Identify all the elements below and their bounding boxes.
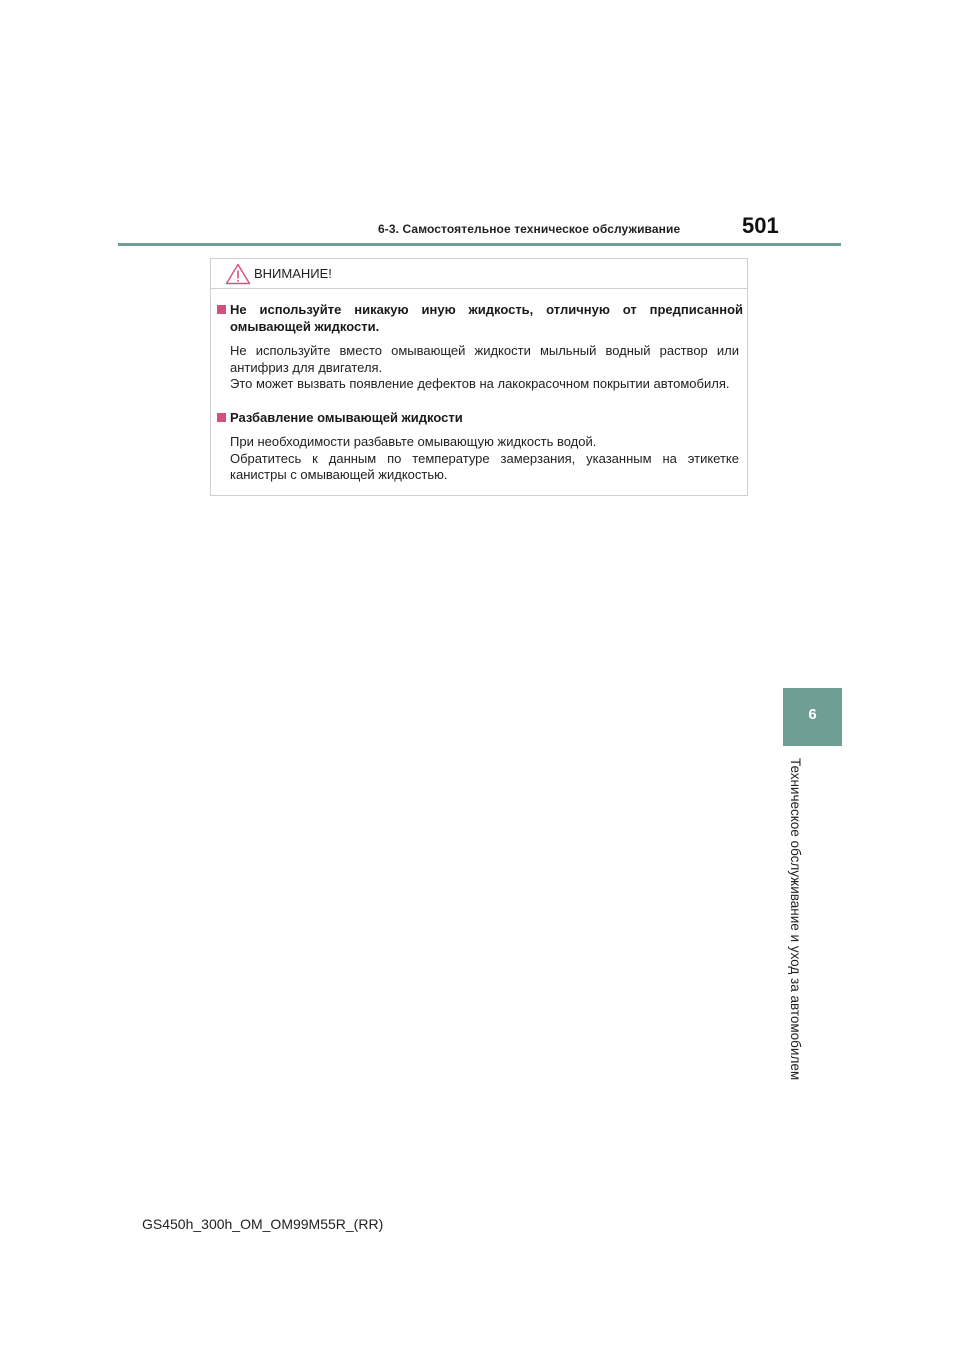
caution-item-heading [217, 301, 743, 335]
caution-item-heading [217, 409, 743, 426]
caution-header [211, 259, 747, 289]
caution-paragraph: Это может вызвать появление дефектов на лакокрасочном покрытии автомобиля. [230, 376, 730, 391]
caution-item [217, 301, 743, 393]
caution-paragraph: Не используйте вместо омывающей жидкости мыльный водный раствор или антифриз для двигателя. [230, 343, 739, 375]
chapter-number: 6 [808, 706, 817, 723]
caution-box [210, 258, 748, 496]
document-code: GS450h_300h_OM_OM99M55R_(RR) [142, 1216, 384, 1232]
caution-item [217, 409, 743, 484]
page-number: 501 [742, 213, 779, 238]
caution-item-heading-text: Разбавление омывающей жидкости [230, 410, 463, 425]
caution-paragraph: При необходимости разбавьте омывающую жидкость водой. [230, 434, 597, 449]
chapter-tab [783, 688, 842, 746]
warning-triangle-icon [225, 263, 251, 285]
square-bullet-icon [217, 413, 226, 422]
caution-paragraph: Обратитесь к данным по температуре замерзания, указанным на этикетке канистры с омывающей жидкостью. [230, 450, 739, 482]
header-rule [118, 243, 841, 246]
section-title: 6-3. Самостоятельное техническое обслуживание [378, 222, 681, 236]
caution-label: ВНИМАНИЕ! [254, 266, 332, 281]
square-bullet-icon [217, 305, 226, 314]
chapter-title: Техническое обслуживание и уход за автомобилем [788, 758, 803, 1081]
caution-item-heading-text: Не используйте никакую иную жидкость, отличную от предписанной омывающей жидкости. [230, 302, 743, 334]
